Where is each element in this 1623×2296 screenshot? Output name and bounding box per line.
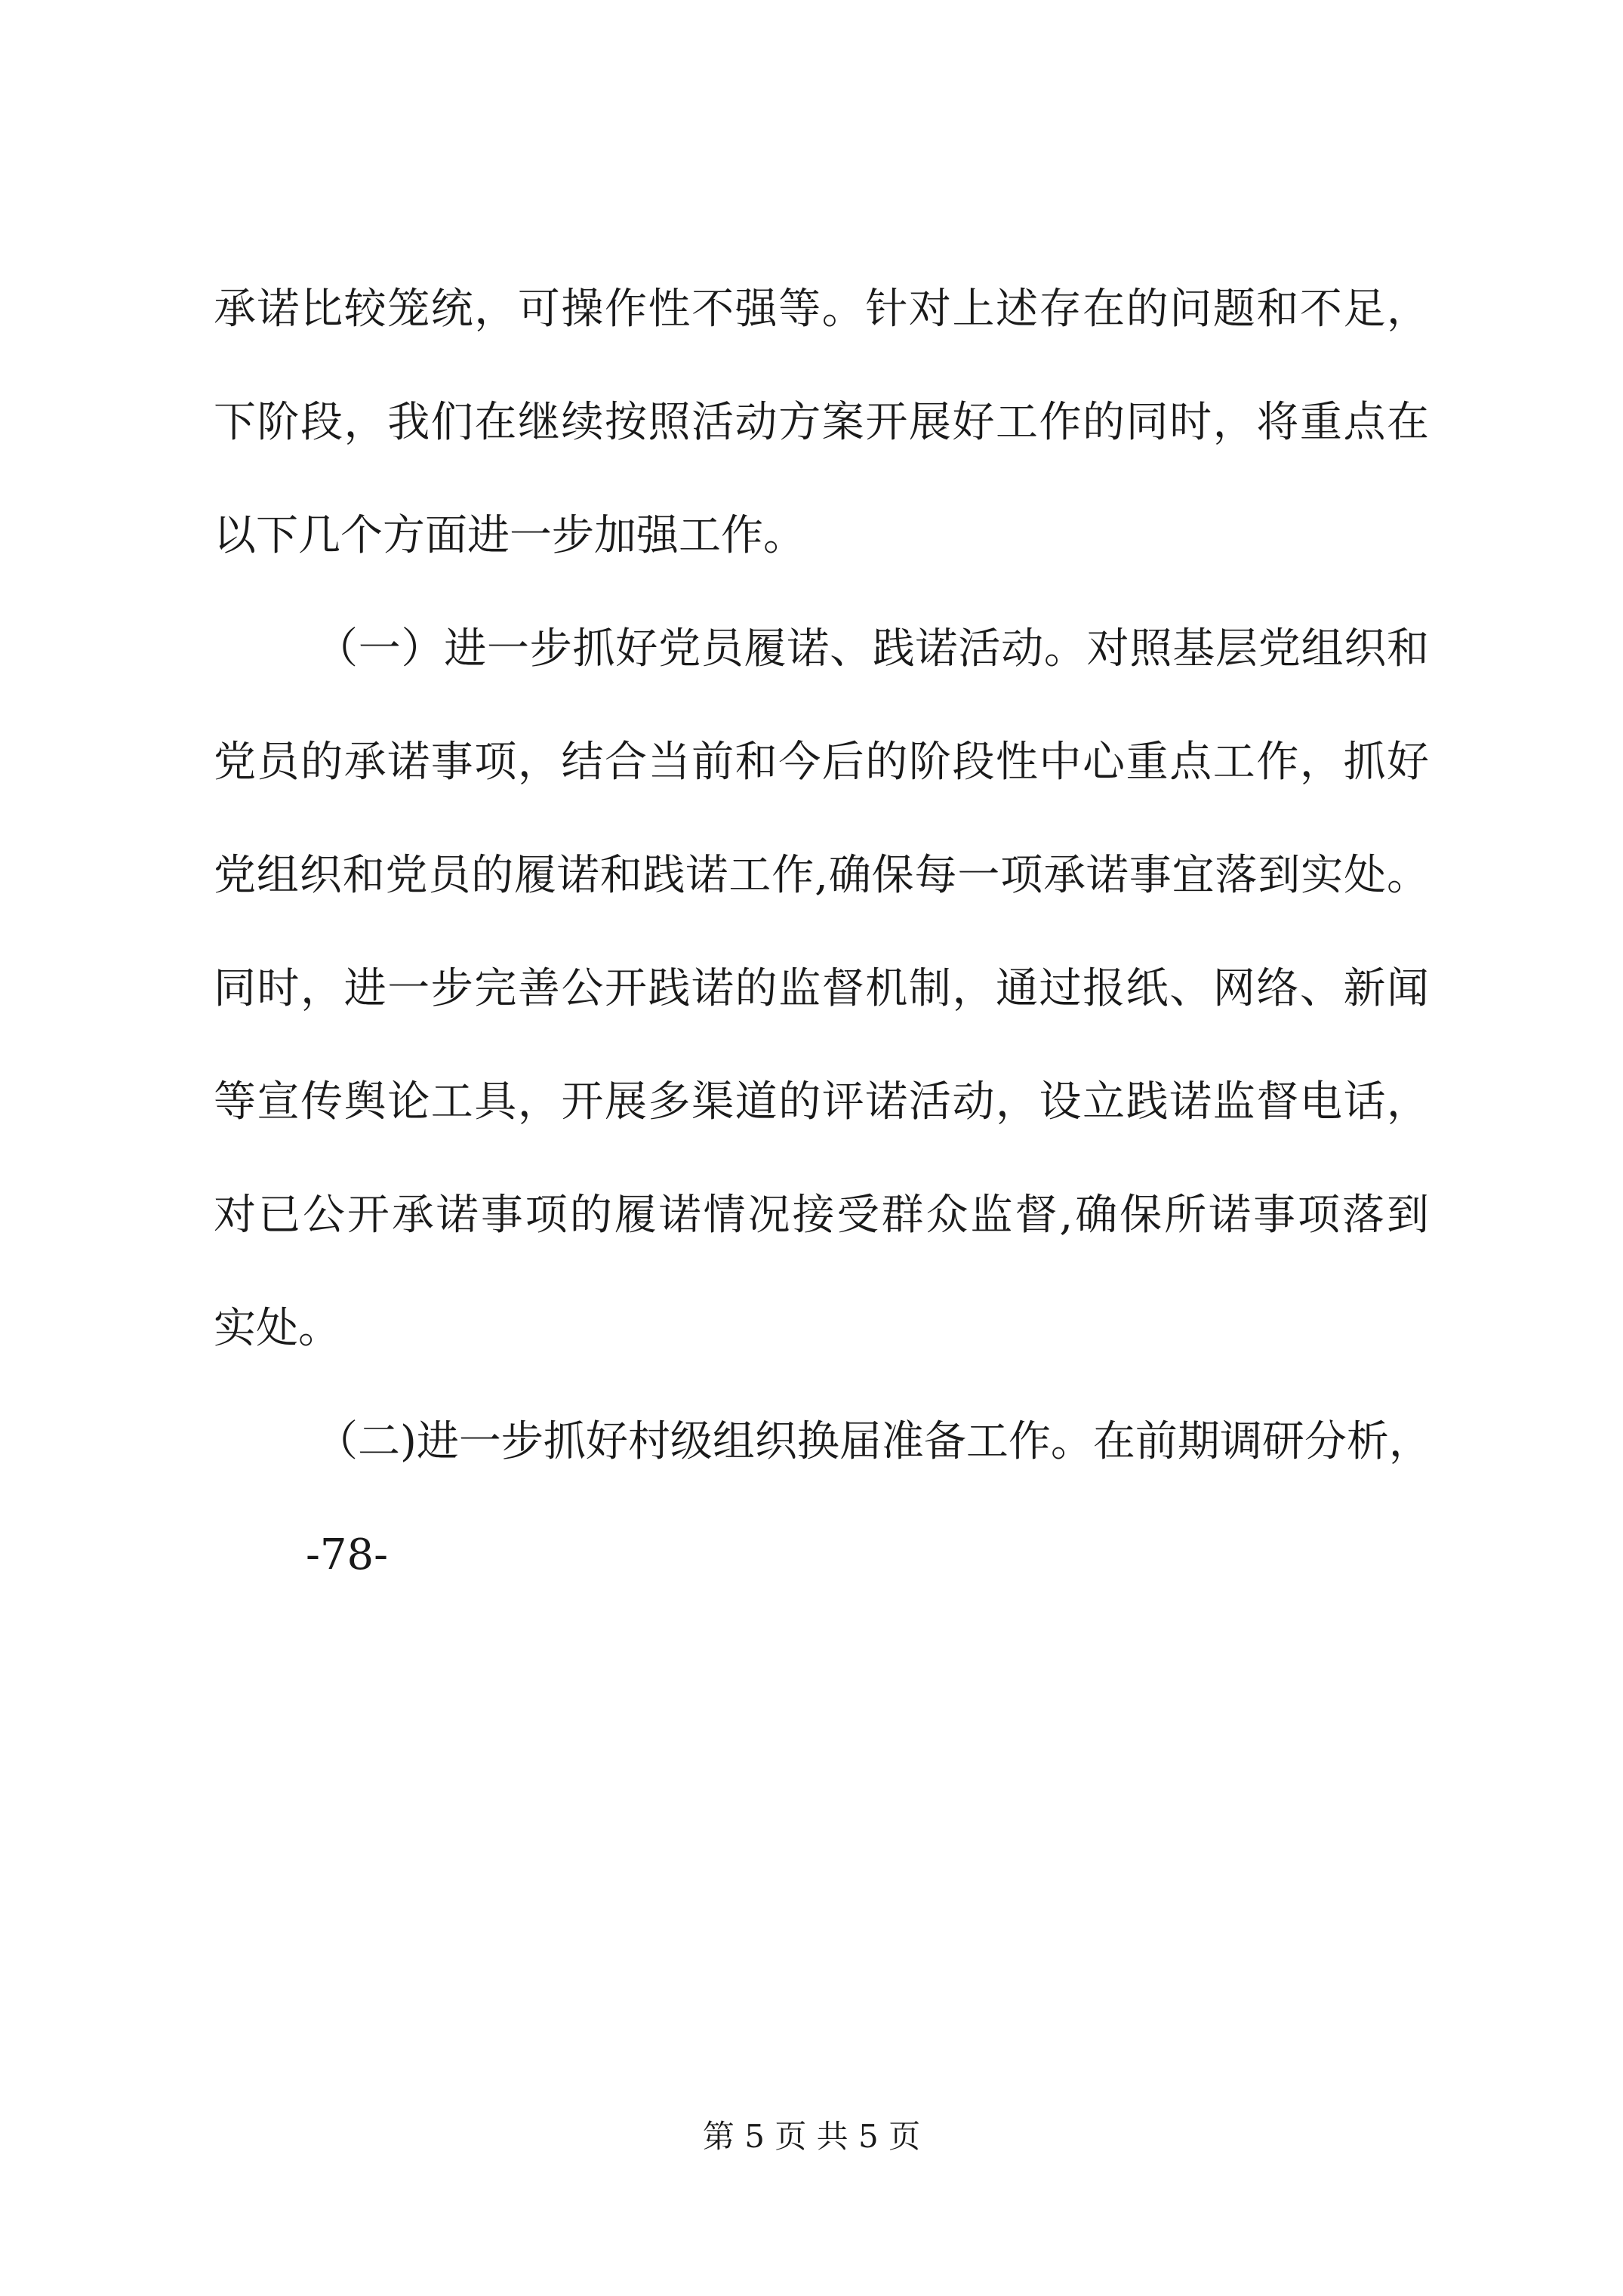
body-text-line: 等宣传舆论工具，开展多渠道的评诺活动，设立践诺监督电话， — [214, 1077, 1429, 1126]
body-text-line: 承诺比较笼统，可操作性不强等。针对上述存在的问题和不足， — [214, 285, 1429, 334]
body-text-line: 下阶段，我们在继续按照活动方案开展好工作的同时，将重点在 — [214, 398, 1429, 447]
paragraph-heading-line: （二)进一步抓好村级组织换届准备工作。在前期调研分析， — [316, 1417, 1431, 1466]
page-number-marker: -78- — [306, 1530, 389, 1579]
body-text-line: 党组织和党员的履诺和践诺工作,确保每一项承诺事宜落到实处。 — [214, 851, 1429, 900]
body-text-line: 以下几个方面进一步加强工作。 — [214, 511, 805, 560]
body-text-line: 对已公开承诺事项的履诺情况接受群众监督,确保所诺事项落到 — [214, 1191, 1429, 1240]
page-footer: 第 5 页 共 5 页 — [702, 2118, 921, 2155]
body-text-line: 同时，进一步完善公开践诺的监督机制，通过报纸、网络、新闻 — [214, 964, 1429, 1013]
paragraph-heading-line: （一）进一步抓好党员履诺、践诺活动。对照基层党组织和 — [316, 624, 1429, 673]
body-text-line: 党员的承诺事项，结合当前和今后的阶段性中心重点工作，抓好 — [214, 738, 1429, 787]
body-text-line: 实处。 — [214, 1304, 340, 1353]
